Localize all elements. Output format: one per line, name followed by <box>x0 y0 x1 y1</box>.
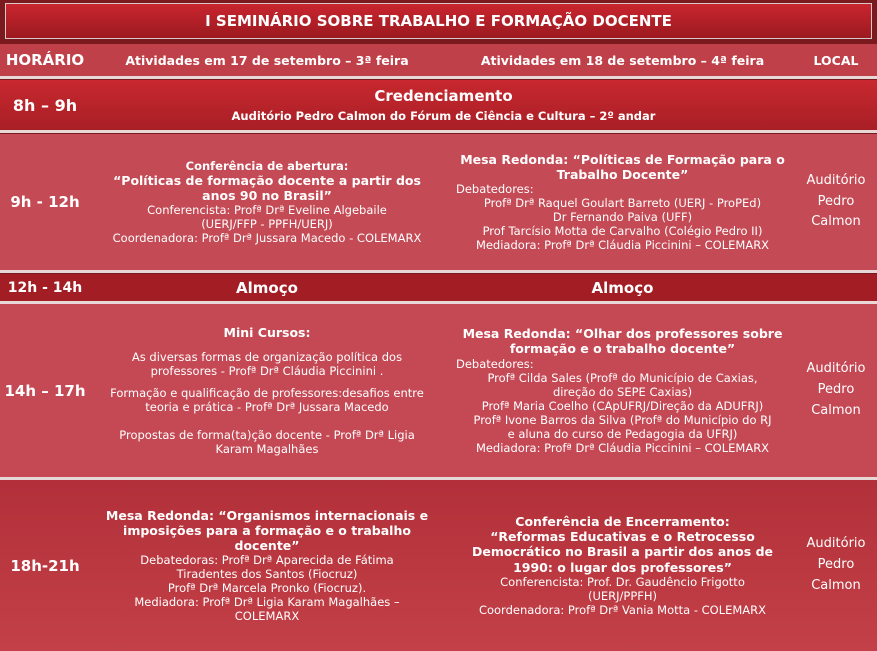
row-morning <box>0 134 877 270</box>
time-afternoon: 14h – 17h <box>4 381 86 400</box>
text-line: Auditório <box>806 172 866 188</box>
evening-day2 <box>450 480 795 651</box>
text-line: docente” <box>234 538 300 554</box>
divider <box>0 76 877 79</box>
text-line: Calmon <box>811 214 861 230</box>
text-line: formação e o trabalho docente” <box>509 341 736 357</box>
text-line: Coordenadora: Profª Drª Vania Motta - COLEMARX <box>478 603 767 617</box>
text-line: Calmon <box>811 402 861 418</box>
text-line: direção do SEPE Caxias) <box>552 384 693 399</box>
text-line: Auditório <box>806 536 866 552</box>
cred-title: Credenciamento <box>374 87 513 106</box>
text-line: Mediadora: Profª Drª Ligia Karam Magalhães – <box>134 595 400 610</box>
text-line: Propostas de forma(ta)ção docente - Profª Drª Ligia <box>119 428 415 443</box>
evening-local <box>795 480 877 651</box>
text-line: As diversas formas de organização política dos <box>131 350 403 365</box>
header-day1: Atividades em 17 de setembro – 3ª feira <box>125 52 409 68</box>
text-line: Karam Magalhães <box>215 442 319 457</box>
time-evening: 18h-21h <box>10 556 80 575</box>
time-lunch: 12h - 14h <box>7 280 83 296</box>
text-line: Profª Drª Marcela Pronko (Fiocruz). <box>167 581 367 596</box>
divider <box>0 130 877 133</box>
text-line: Trabalho Docente” <box>556 166 689 182</box>
text-line: Prof Tarcísio Motta de Carvalho (Colégio Pedro II) <box>482 224 763 239</box>
text-line: Debatedoras: Profª Drª Aparecida de Fátima <box>140 553 394 568</box>
text-line: Conferência de abertura: <box>185 158 349 173</box>
header-day2: Atividades em 18 de setembro – 4ª feira <box>480 52 765 68</box>
afternoon-day2 <box>450 304 795 477</box>
time-cred: 8h – 9h <box>12 95 78 115</box>
cred-place: Auditório Pedro Calmon do Fórum de Ciência e Cultura – 2º andar <box>231 108 656 123</box>
text-line: Debatedores: <box>456 356 534 371</box>
text-line: Mediadora: Profª Drª Cláudia Piccinini – COLEMARX <box>475 238 770 253</box>
text-line: Mini Cursos: <box>223 324 311 340</box>
text-line: Calmon <box>811 577 861 593</box>
text-line: “Reformas Educativas e o Retrocesso <box>490 529 755 545</box>
header-row <box>0 44 877 76</box>
row-evening <box>0 480 877 651</box>
text-line: Mediadora: Profª Drª Cláudia Piccinini – COLEMARX <box>475 440 770 455</box>
text-line: Conferência de Encerramento: <box>515 513 730 529</box>
row-credenciamento <box>0 80 877 130</box>
text-line: Profª Maria Coelho (CApUFRJ/Direção da ADUFRJ) <box>481 398 764 413</box>
text-line: teoria e prática - Profª Drª Jussara Macedo <box>145 400 389 415</box>
lunch-day1: Almoço <box>236 279 298 297</box>
text-line: professores - Profª Drª Cláudia Piccinini . <box>150 364 384 379</box>
text-line: Profª Ivone Barros da Silva (Profª do Município do RJ <box>473 412 772 427</box>
text-line: Mesa Redonda: “Olhar dos professores sobre <box>462 326 783 342</box>
page-title-text: I SEMINÁRIO SOBRE TRABALHO E FORMAÇÃO DOCENTE <box>205 12 672 30</box>
text-line: Coordenadora: Profª Drª Jussara Macedo - COLEMARX <box>112 231 422 246</box>
text-line: Auditório <box>806 361 866 377</box>
text-line: Democrático no Brasil a partir dos anos de <box>472 544 773 560</box>
header-horario: HORÁRIO <box>5 51 85 69</box>
text-line: 1990: o lugar dos professores” <box>513 559 732 575</box>
text-line: Debatedores: <box>456 182 534 197</box>
text-line: Conferencista: Profª Drª Eveline Algebaile <box>147 203 387 218</box>
text-line: Formação e qualificação de professores:desafios entre <box>110 386 424 401</box>
morning-day1 <box>92 134 442 270</box>
text-line: Profª Cilda Sales (Profª do Município de Caxias, <box>487 370 758 385</box>
lunch-day2: Almoço <box>591 279 654 297</box>
text-line: Pedro <box>817 557 855 573</box>
text-line: Conferencista: Prof. Dr. Gaudêncio Frigotto <box>500 574 745 589</box>
text-line: (UERJ/FFP - PPFH/UERJ) <box>201 217 333 232</box>
text-line: Mesa Redonda: “Organismos internacionais e <box>105 507 429 523</box>
text-line: Pedro <box>817 382 855 398</box>
time-morning: 9h - 12h <box>10 193 80 211</box>
text-line: (UERJ/PPFH) <box>587 588 658 603</box>
morning-local <box>795 134 877 270</box>
text-line: imposições para a formação e o trabalho <box>123 522 411 538</box>
text-line: COLEMARX <box>234 609 300 624</box>
row-lunch <box>0 274 877 302</box>
evening-day1 <box>92 480 442 651</box>
row-afternoon <box>0 304 877 477</box>
text-line: Tiradentes dos Santos (Fiocruz) <box>176 567 358 582</box>
text-line: “Políticas de formação docente a partir dos <box>113 172 421 188</box>
header-local: LOCAL <box>813 52 859 68</box>
afternoon-day1 <box>92 304 442 477</box>
text-line: Profª Drª Raquel Goulart Barreto (UERJ - ProPEd) <box>483 196 762 211</box>
afternoon-local <box>795 304 877 477</box>
text-line: Dr Fernando Paiva (UFF) <box>552 210 693 225</box>
text-line: Pedro <box>817 193 855 209</box>
divider <box>0 270 877 273</box>
cred-content <box>92 80 795 130</box>
text-line: e aluna do curso de Pedagogia da UFRJ) <box>507 426 738 441</box>
text-line: Mesa Redonda: “Políticas de Formação para o <box>460 151 785 167</box>
page-title <box>5 3 872 39</box>
morning-day2 <box>450 134 795 270</box>
text-line: anos 90 no Brasil” <box>202 187 332 203</box>
